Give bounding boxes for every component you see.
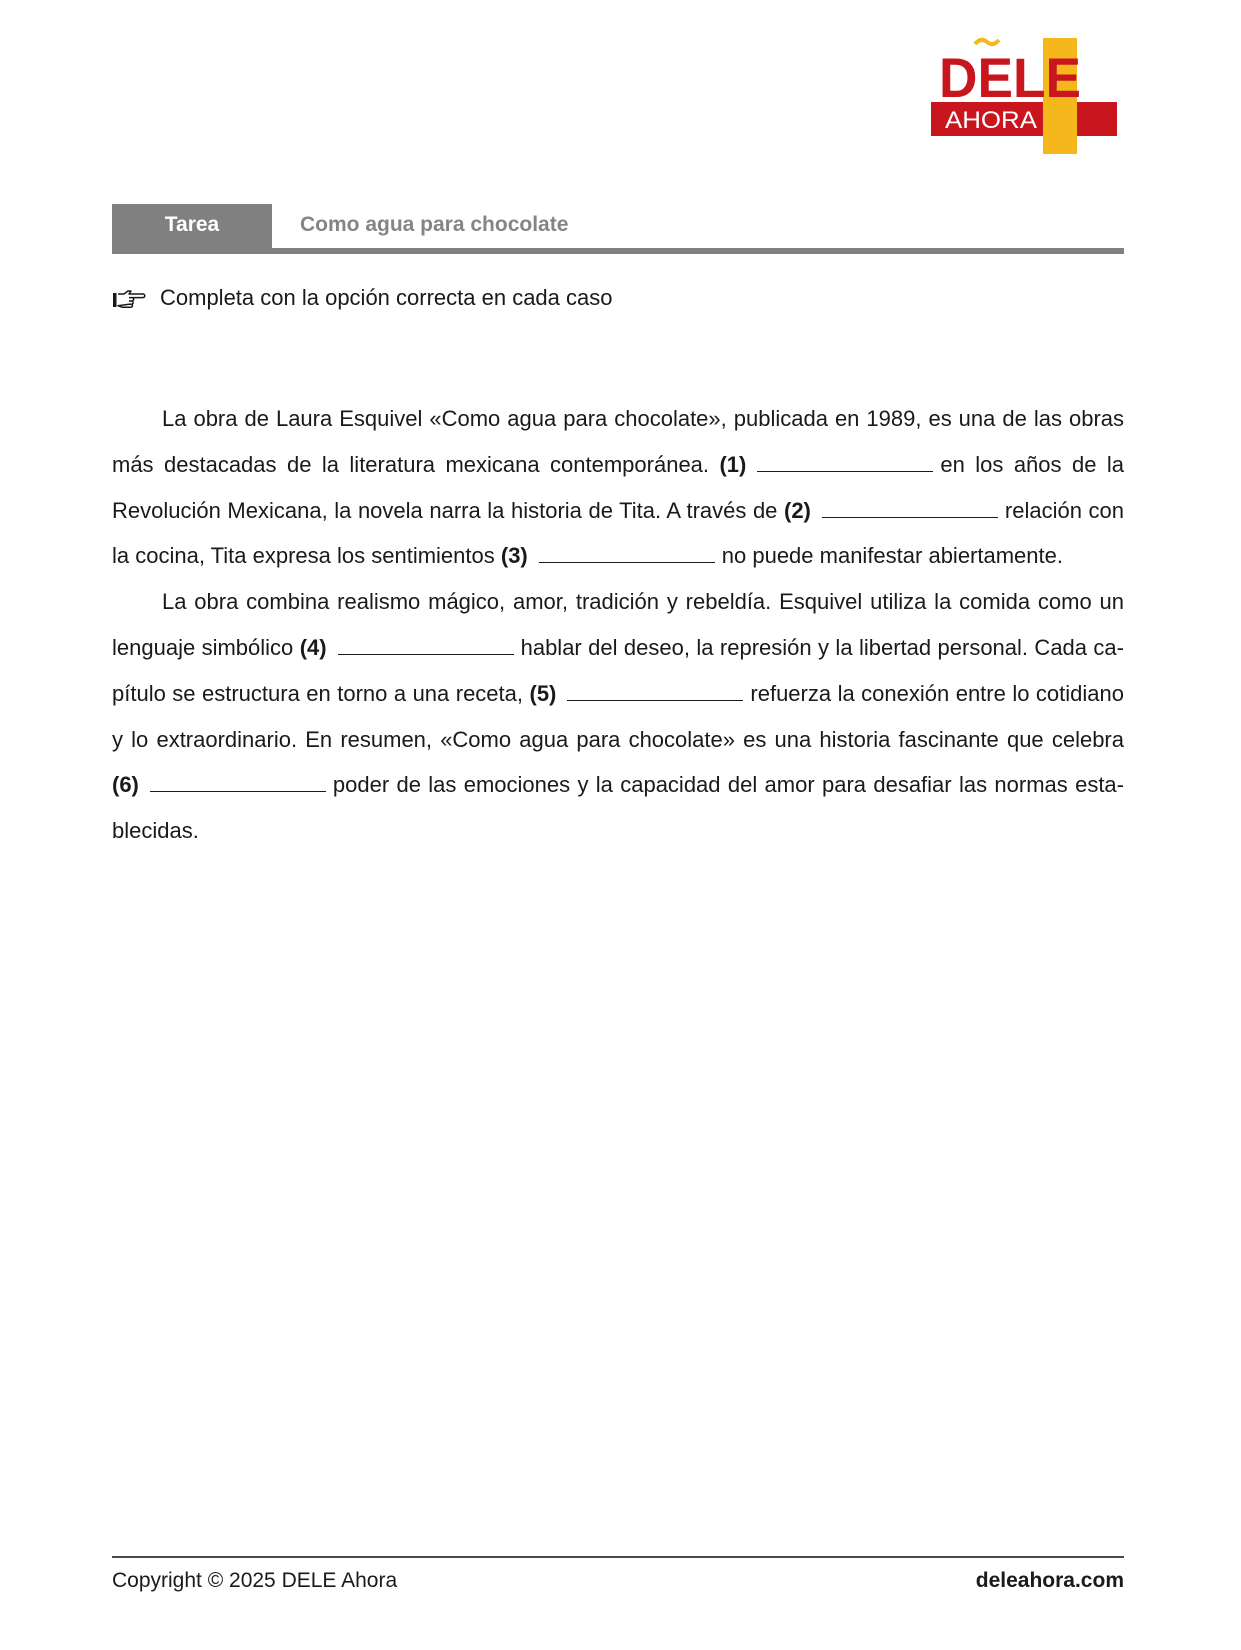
text-segment: La obra combina realismo mágico, amor, tradición y rebeldía. Esquivel utiliza la comida como un lenguaje simbólico [112, 589, 1124, 660]
text-segment: hablar del deseo, la represión y la libertad personal. Cada capítulo se estructura en torno a una receta, [112, 634, 1124, 706]
blank-2[interactable] [822, 499, 998, 518]
task-tag: Tarea [112, 204, 272, 249]
gap-number-2: (2) [784, 497, 811, 523]
blank-1[interactable] [757, 453, 933, 472]
blank-3[interactable] [539, 544, 715, 563]
text-segment: refuerza la conexión entre lo cotidiano y lo extraordinario. En resumen, «Como agua para chocolate» es una historia fascinante que celebra [112, 680, 1124, 752]
svg-text:AHORA: AHORA [945, 107, 1037, 134]
paragraph-2 [112, 579, 1124, 854]
gap-number-4: (4) [299, 634, 327, 660]
text-segment: no puede manifestar abiertamente. [721, 543, 1063, 569]
dele-ahora-logo [931, 34, 1121, 156]
footer-divider [112, 1556, 1124, 1558]
header-divider [112, 248, 1124, 254]
svg-text:DELE: DELE [939, 46, 1081, 109]
blank-4[interactable] [338, 636, 514, 655]
website-link[interactable]: deleahora.com [975, 1569, 1124, 1592]
gap-number-1: (1) [719, 451, 747, 477]
text-segment: La obra de Laura Esquivel «Como agua para chocolate», publicada en 1989, es una de las obras más destacadas de la literatura mexicana contemporánea. [112, 406, 1124, 477]
copyright-text: Copyright © 2025 DELE Ahora [112, 1569, 398, 1592]
task-header [112, 204, 1124, 254]
paragraph-1 [112, 396, 1124, 579]
gap-number-5: (5) [529, 680, 557, 706]
text-segment: poder de las emociones y la capacidad del amor para desafiar las normas establecidas. [112, 772, 1124, 844]
instruction [112, 280, 612, 316]
pointing-hand-icon [112, 288, 146, 310]
blank-6[interactable] [150, 773, 326, 792]
gap-number-3: (3) [500, 543, 528, 569]
text-segment: en los años de la Revolución Mexicana, la novela narra la historia de Tita. A través de [112, 451, 1124, 523]
text-segment: relación con la cocina, Tita expresa los sentimientos [112, 497, 1124, 569]
blank-5[interactable] [567, 682, 743, 701]
passage [112, 396, 1124, 854]
task-title: Como agua para chocolate [300, 213, 569, 236]
instruction-text: Completa con la opción correcta en cada caso [160, 285, 613, 310]
gap-number-6: (6) [112, 772, 139, 798]
